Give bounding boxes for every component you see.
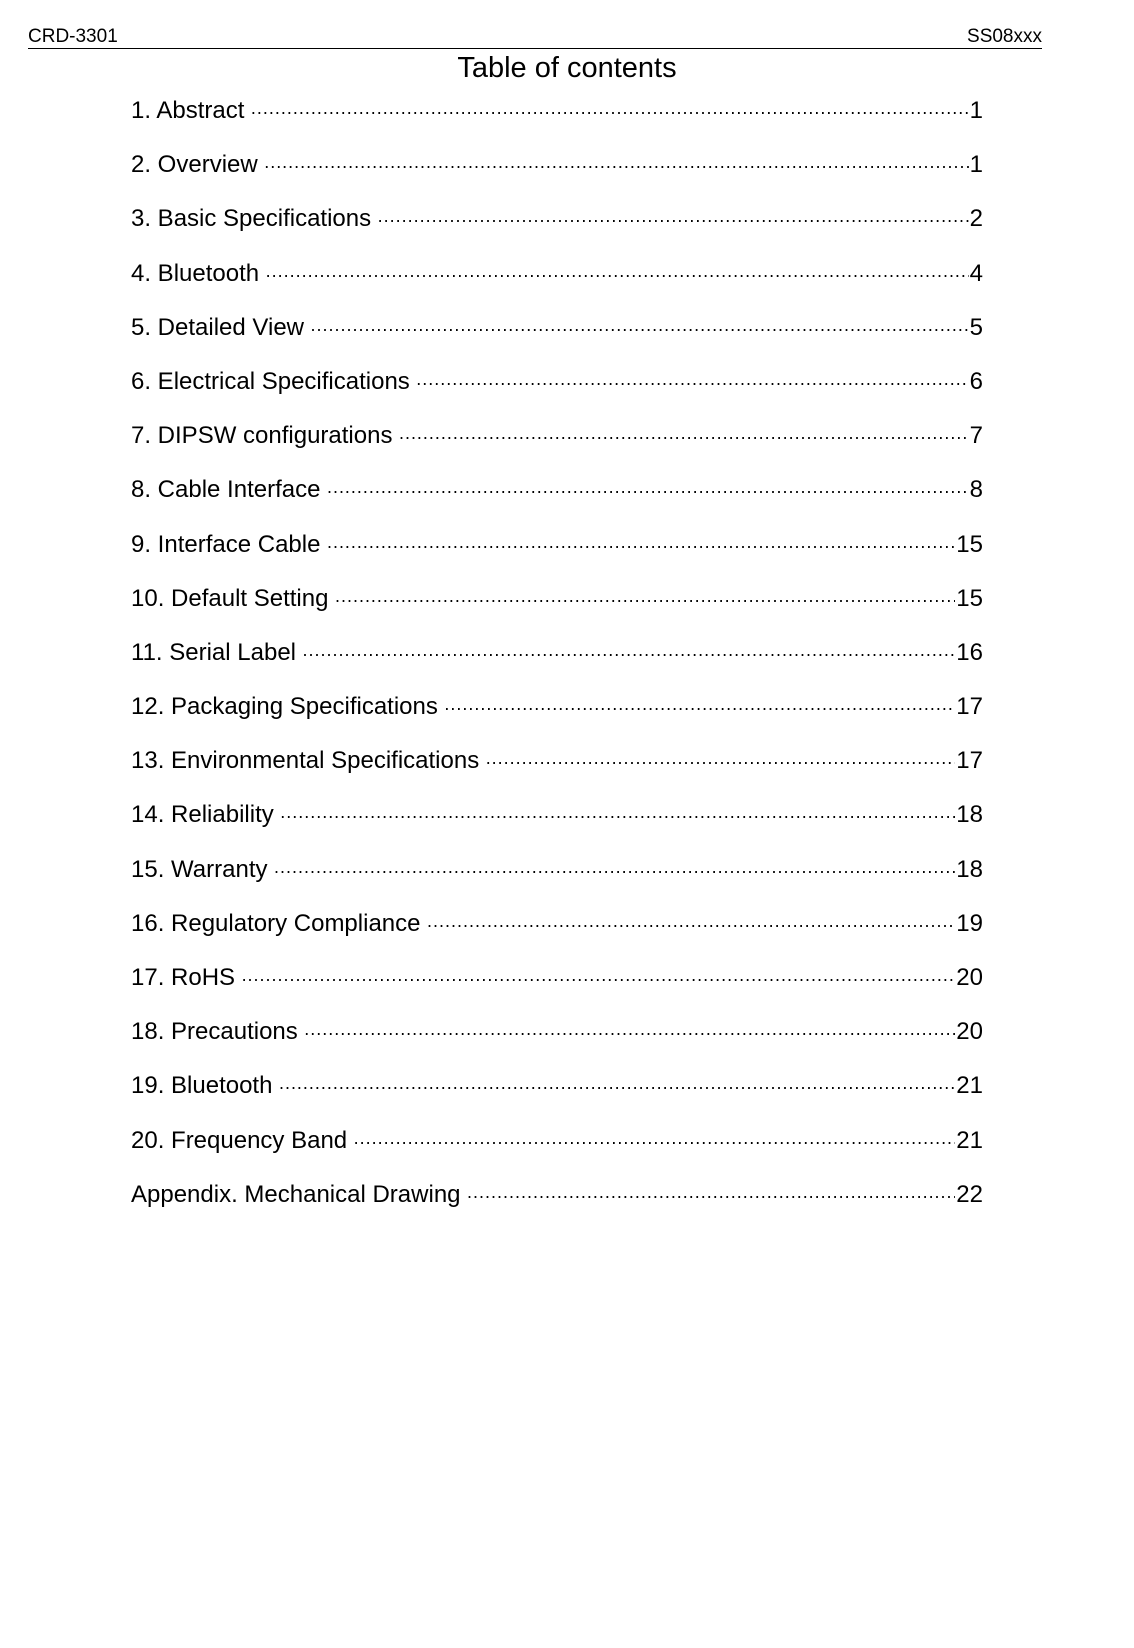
- toc-entry-default-setting[interactable]: [131, 580, 983, 634]
- toc-entry-interface-cable[interactable]: [131, 526, 983, 580]
- toc-entry-label: 1. Abstract: [131, 97, 245, 124]
- toc-entry-label: 12. Packaging Specifications: [131, 693, 438, 721]
- toc-entry-basic-specifications[interactable]: [131, 200, 983, 254]
- toc-entry-bluetooth[interactable]: [131, 255, 983, 309]
- toc-page-number: 4: [969, 259, 983, 287]
- toc-dot-leader: [310, 310, 969, 348]
- toc-entry-label: 4. Bluetooth: [131, 259, 260, 287]
- toc-page-number: 1: [969, 97, 983, 124]
- toc-entry-environmental-specifications[interactable]: [131, 742, 983, 796]
- toc-page-number: 15: [956, 584, 983, 612]
- toc-entry-abstract[interactable]: [131, 92, 983, 146]
- toc-dot-leader: [467, 1177, 956, 1215]
- toc-page-number: 2: [969, 205, 983, 233]
- table-of-contents: [131, 92, 983, 1230]
- toc-dot-leader: [241, 960, 955, 998]
- page-header: [28, 26, 1042, 49]
- toc-page-number: 18: [956, 855, 983, 883]
- toc-entry-label: 9. Interface Cable: [131, 530, 321, 558]
- toc-dot-leader: [427, 906, 956, 944]
- toc-entry-dipsw-configurations[interactable]: [131, 417, 983, 471]
- toc-entry-regulatory-compliance[interactable]: [131, 905, 983, 959]
- toc-page-number: 22: [956, 1180, 983, 1208]
- toc-dot-leader: [265, 256, 969, 294]
- toc-entry-label: 15. Warranty: [131, 855, 268, 883]
- toc-entry-detailed-view[interactable]: [131, 309, 983, 363]
- toc-page-number: 17: [956, 747, 983, 775]
- toc-entry-label: 18. Precautions: [131, 1018, 298, 1046]
- toc-entry-reliability[interactable]: [131, 796, 983, 850]
- toc-page-number: 17: [956, 693, 983, 721]
- toc-dot-leader: [416, 364, 969, 402]
- toc-entry-label: 10. Default Setting: [131, 584, 329, 612]
- toc-entry-label: 14. Reliability: [131, 801, 274, 829]
- toc-dot-leader: [304, 1014, 956, 1052]
- toc-dot-leader: [302, 635, 955, 673]
- toc-page-number: 19: [956, 909, 983, 937]
- toc-entry-label: 13. Environmental Specifications: [131, 747, 480, 775]
- toc-entry-packaging-specifications[interactable]: [131, 688, 983, 742]
- document-code: SS08xxx: [967, 26, 1042, 47]
- toc-page-number: 15: [956, 530, 983, 558]
- toc-entry-electrical-specifications[interactable]: [131, 363, 983, 417]
- toc-dot-leader: [326, 527, 955, 565]
- toc-entry-label: 20. Frequency Band: [131, 1126, 348, 1154]
- toc-entry-cable-interface[interactable]: [131, 471, 983, 525]
- toc-page-number: 7: [969, 422, 983, 450]
- toc-entry-label: Appendix. Mechanical Drawing: [131, 1180, 461, 1208]
- toc-page-number: 20: [956, 1018, 983, 1046]
- toc-page-number: 5: [969, 313, 983, 341]
- toc-entry-label: 5. Detailed View: [131, 313, 304, 341]
- toc-entry-frequency-band[interactable]: [131, 1122, 983, 1176]
- toc-entry-label: 6. Electrical Specifications: [131, 367, 410, 395]
- toc-entry-label: 7. DIPSW configurations: [131, 422, 393, 450]
- toc-dot-leader: [280, 797, 956, 835]
- toc-dot-leader: [264, 147, 969, 185]
- toc-dot-leader: [377, 201, 969, 239]
- document-id: CRD-3301: [28, 26, 118, 47]
- toc-entry-rohs[interactable]: [131, 959, 983, 1013]
- toc-entry-overview[interactable]: [131, 146, 983, 200]
- toc-page-number: 6: [969, 367, 983, 395]
- toc-page-number: 21: [956, 1126, 983, 1154]
- toc-dot-leader: [485, 743, 955, 781]
- page-title: Table of contents: [457, 52, 677, 84]
- toc-page-number: 16: [956, 638, 983, 666]
- toc-dot-leader: [398, 418, 968, 456]
- toc-entry-label: 8. Cable Interface: [131, 476, 321, 504]
- toc-page-number: 21: [956, 1072, 983, 1100]
- toc-dot-leader: [334, 581, 955, 619]
- toc-dot-leader: [278, 1068, 955, 1106]
- toc-dot-leader: [250, 93, 968, 131]
- toc-page-number: 1: [969, 151, 983, 179]
- toc-dot-leader: [444, 689, 955, 727]
- toc-entry-warranty[interactable]: [131, 851, 983, 905]
- toc-page-number: 20: [956, 964, 983, 991]
- toc-entry-label: 19. Bluetooth: [131, 1072, 273, 1100]
- toc-entry-label: 16. Regulatory Compliance: [131, 909, 421, 937]
- toc-entry-precautions[interactable]: [131, 1013, 983, 1067]
- toc-page-number: 8: [969, 476, 983, 504]
- toc-entry-serial-label[interactable]: [131, 634, 983, 688]
- toc-dot-leader: [326, 472, 968, 510]
- toc-dot-leader: [274, 852, 956, 890]
- toc-page-number: 18: [956, 801, 983, 829]
- toc-entry-label: 2. Overview: [131, 151, 258, 179]
- toc-entry-appendix-mechanical-drawing[interactable]: [131, 1176, 983, 1230]
- toc-dot-leader: [353, 1123, 955, 1161]
- toc-entry-label: 11. Serial Label: [131, 638, 296, 666]
- toc-entry-label: 17. RoHS: [131, 964, 236, 991]
- toc-entry-bluetooth-2[interactable]: [131, 1067, 983, 1121]
- toc-entry-label: 3. Basic Specifications: [131, 205, 372, 233]
